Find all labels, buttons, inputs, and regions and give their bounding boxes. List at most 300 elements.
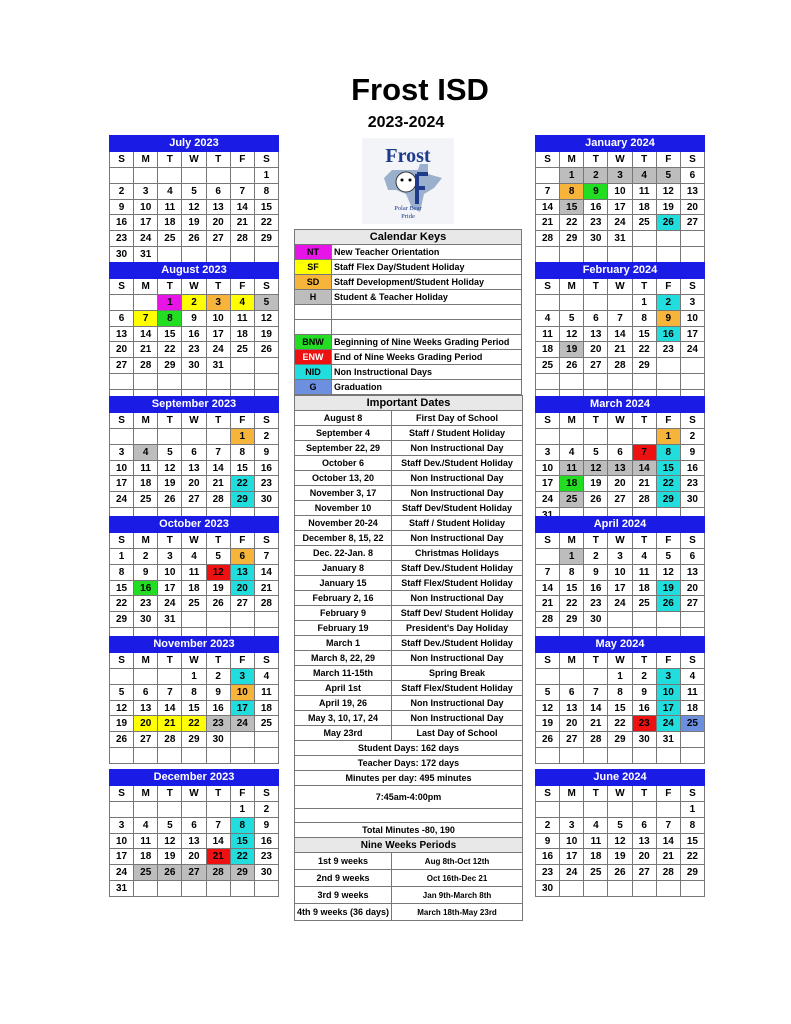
key-row	[295, 245, 522, 260]
day-cell: 9	[206, 684, 230, 700]
event-text: President's Day Holiday	[392, 621, 523, 636]
day-cell: 23	[536, 865, 560, 881]
week-row	[536, 732, 705, 748]
day-cell: 13	[632, 833, 656, 849]
important-date-row	[295, 636, 523, 651]
weekday-header: W	[182, 278, 206, 294]
week-row	[536, 668, 705, 684]
week-row	[110, 492, 279, 508]
day-cell: 28	[608, 358, 632, 374]
day-cell: 26	[560, 358, 584, 374]
weekday-header: S	[536, 151, 560, 167]
week-row	[536, 444, 705, 460]
school-hours: 7:45am-4:00pm	[295, 786, 523, 809]
week-row	[536, 564, 705, 580]
day-cell: 9	[134, 564, 158, 580]
weekday-header: S	[680, 412, 704, 428]
day-cell: 11	[230, 310, 254, 326]
day-cell: 5	[158, 817, 182, 833]
day-cell: 26	[182, 231, 206, 247]
event-text: Non Instructional Day	[392, 696, 523, 711]
day-cell: 9	[632, 684, 656, 700]
day-cell: 28	[206, 492, 230, 508]
day-cell: 1	[608, 668, 632, 684]
day-cell: 2	[536, 817, 560, 833]
day-cell: 22	[110, 596, 134, 612]
day-cell: 1	[560, 167, 584, 183]
day-cell: 11	[536, 326, 560, 342]
day-cell: 31	[656, 732, 680, 748]
event-text: Staff / Student Holiday	[392, 426, 523, 441]
day-cell: 5	[656, 548, 680, 564]
day-cell: 16	[536, 849, 560, 865]
week-row	[536, 476, 705, 492]
day-cell: 19	[536, 716, 560, 732]
day-cell	[632, 374, 656, 390]
day-cell: 15	[158, 326, 182, 342]
day-cell: 3	[680, 294, 704, 310]
weekday-header: S	[536, 532, 560, 548]
day-cell	[134, 167, 158, 183]
week-row	[110, 596, 279, 612]
day-cell	[584, 294, 608, 310]
day-cell	[182, 748, 206, 764]
weekday-header: S	[110, 652, 134, 668]
day-cell: 8	[608, 684, 632, 700]
week-row	[536, 310, 705, 326]
week-row	[536, 231, 705, 247]
day-cell: 22	[230, 476, 254, 492]
day-cell: 16	[134, 580, 158, 596]
day-cell	[656, 247, 680, 263]
day-cell	[254, 748, 278, 764]
day-cell	[608, 801, 632, 817]
day-cell: 28	[632, 492, 656, 508]
day-cell: 8	[230, 444, 254, 460]
weekday-header: S	[110, 532, 134, 548]
day-cell: 13	[680, 183, 704, 199]
week-row	[536, 881, 705, 897]
day-cell: 29	[158, 358, 182, 374]
week-row	[536, 849, 705, 865]
weekday-header: M	[560, 785, 584, 801]
day-cell	[254, 247, 278, 263]
weekday-header: T	[158, 412, 182, 428]
weekday-header: S	[254, 532, 278, 548]
key-label: Staff Development/Student Holiday	[332, 275, 522, 290]
day-cell: 22	[656, 476, 680, 492]
month-title: August 2023	[110, 263, 279, 279]
teacher-days: Teacher Days: 172 days	[295, 756, 523, 771]
week-row	[110, 183, 279, 199]
day-cell: 16	[632, 700, 656, 716]
day-cell: 1	[656, 428, 680, 444]
week-row	[536, 326, 705, 342]
week-row	[536, 612, 705, 628]
date-text: September 4	[295, 426, 392, 441]
period-name: 1st 9 weeks	[295, 853, 392, 870]
day-cell: 30	[182, 358, 206, 374]
key-code: NT	[295, 245, 332, 260]
week-row	[110, 580, 279, 596]
day-cell	[230, 374, 254, 390]
day-cell: 23	[680, 476, 704, 492]
weekday-header: T	[206, 151, 230, 167]
day-cell	[536, 801, 560, 817]
period-name: 2nd 9 weeks	[295, 870, 392, 887]
day-cell	[206, 801, 230, 817]
date-text: November 20-24	[295, 516, 392, 531]
day-cell: 6	[110, 310, 134, 326]
week-row	[536, 342, 705, 358]
weekday-header: M	[560, 532, 584, 548]
week-row	[536, 596, 705, 612]
day-cell: 30	[536, 881, 560, 897]
day-cell: 24	[110, 492, 134, 508]
day-cell: 20	[608, 476, 632, 492]
week-row	[536, 716, 705, 732]
event-text: Staff Dev./Student Holiday	[392, 456, 523, 471]
weekday-header: S	[110, 278, 134, 294]
day-cell: 14	[206, 460, 230, 476]
weekday-header: S	[110, 151, 134, 167]
day-cell	[536, 548, 560, 564]
day-cell: 21	[608, 342, 632, 358]
logo-line2: Pride	[401, 213, 415, 220]
day-cell: 5	[536, 684, 560, 700]
day-cell: 28	[134, 358, 158, 374]
day-cell: 21	[206, 849, 230, 865]
day-cell: 30	[134, 612, 158, 628]
week-row	[110, 700, 279, 716]
minutes-per-day: Minutes per day: 495 minutes	[295, 771, 523, 786]
day-cell: 8	[230, 817, 254, 833]
day-cell: 27	[134, 732, 158, 748]
day-cell	[632, 231, 656, 247]
weekday-header: W	[182, 652, 206, 668]
day-cell: 17	[560, 849, 584, 865]
day-cell	[632, 748, 656, 764]
day-cell	[110, 668, 134, 684]
day-cell: 10	[608, 564, 632, 580]
day-cell: 30	[584, 612, 608, 628]
week-row	[536, 167, 705, 183]
day-cell: 31	[134, 247, 158, 263]
day-cell: 30	[680, 492, 704, 508]
weekday-header: T	[632, 151, 656, 167]
day-cell: 8	[110, 564, 134, 580]
day-cell	[680, 231, 704, 247]
day-cell: 16	[680, 460, 704, 476]
day-cell: 1	[158, 294, 182, 310]
day-cell: 10	[206, 310, 230, 326]
day-cell: 29	[560, 612, 584, 628]
day-cell: 6	[182, 444, 206, 460]
frost-logo	[362, 138, 454, 224]
weekday-header: T	[632, 278, 656, 294]
week-row	[110, 817, 279, 833]
day-cell: 11	[632, 183, 656, 199]
day-cell: 4	[560, 444, 584, 460]
week-row	[110, 231, 279, 247]
day-cell: 18	[536, 342, 560, 358]
day-cell: 14	[584, 700, 608, 716]
day-cell: 8	[560, 564, 584, 580]
key-code: SD	[295, 275, 332, 290]
day-cell	[632, 247, 656, 263]
important-date-row	[295, 411, 523, 426]
day-cell: 3	[134, 183, 158, 199]
day-cell: 31	[110, 881, 134, 897]
day-cell	[680, 748, 704, 764]
day-cell: 28	[584, 732, 608, 748]
weekday-header: S	[680, 532, 704, 548]
day-cell: 17	[230, 700, 254, 716]
day-cell: 18	[134, 849, 158, 865]
day-cell: 19	[158, 476, 182, 492]
total-minutes: Total Minutes -80, 190	[295, 823, 523, 838]
day-cell: 13	[206, 199, 230, 215]
day-cell: 8	[680, 817, 704, 833]
day-cell: 15	[632, 326, 656, 342]
day-cell: 2	[254, 801, 278, 817]
day-cell: 9	[110, 199, 134, 215]
weekday-header: W	[182, 532, 206, 548]
day-cell: 30	[206, 732, 230, 748]
weekday-header: T	[158, 151, 182, 167]
week-row	[110, 199, 279, 215]
day-cell: 15	[560, 199, 584, 215]
day-cell: 14	[158, 700, 182, 716]
period-name: 4th 9 weeks (36 days)	[295, 904, 392, 921]
day-cell: 7	[608, 310, 632, 326]
day-cell: 10	[158, 564, 182, 580]
week-row	[110, 460, 279, 476]
month-title: January 2024	[536, 136, 705, 152]
day-cell: 8	[158, 310, 182, 326]
day-cell: 27	[680, 596, 704, 612]
key-label: New Teacher Orientation	[332, 245, 522, 260]
day-cell: 3	[110, 444, 134, 460]
important-title: Important Dates	[295, 396, 523, 411]
day-cell: 17	[656, 700, 680, 716]
weekday-header: S	[680, 652, 704, 668]
event-text: Non Instructional Day	[392, 711, 523, 726]
day-cell	[608, 881, 632, 897]
day-cell: 28	[536, 231, 560, 247]
day-cell	[536, 668, 560, 684]
day-cell	[206, 428, 230, 444]
key-label	[332, 320, 522, 335]
important-date-row	[295, 561, 523, 576]
day-cell: 24	[206, 342, 230, 358]
day-cell: 15	[608, 700, 632, 716]
day-cell: 21	[536, 215, 560, 231]
week-row	[536, 801, 705, 817]
day-cell	[608, 428, 632, 444]
day-cell: 5	[584, 444, 608, 460]
day-cell	[254, 358, 278, 374]
day-cell	[230, 748, 254, 764]
day-cell	[656, 801, 680, 817]
day-cell: 6	[560, 684, 584, 700]
day-cell: 20	[632, 849, 656, 865]
week-row	[536, 460, 705, 476]
key-code	[295, 305, 332, 320]
month-title: March 2024	[536, 397, 705, 413]
day-cell: 17	[680, 326, 704, 342]
day-cell: 20	[230, 580, 254, 596]
day-cell: 29	[230, 492, 254, 508]
day-cell	[254, 881, 278, 897]
day-cell	[608, 748, 632, 764]
day-cell: 1	[230, 801, 254, 817]
day-cell: 20	[182, 476, 206, 492]
event-text: Non Instructional Day	[392, 471, 523, 486]
day-cell: 13	[608, 460, 632, 476]
day-cell: 14	[536, 199, 560, 215]
important-date-row	[295, 456, 523, 471]
day-cell	[632, 612, 656, 628]
day-cell	[680, 374, 704, 390]
week-row	[110, 444, 279, 460]
day-cell: 22	[632, 342, 656, 358]
important-date-row	[295, 711, 523, 726]
day-cell: 5	[656, 167, 680, 183]
period-name: 3rd 9 weeks	[295, 887, 392, 904]
logo-line1: Polar Bear	[394, 205, 422, 212]
day-cell: 10	[110, 833, 134, 849]
key-code: ENW	[295, 350, 332, 365]
day-cell: 25	[560, 492, 584, 508]
weekday-header: F	[656, 412, 680, 428]
weekday-header: F	[230, 652, 254, 668]
day-cell: 15	[230, 833, 254, 849]
weekday-header: T	[632, 652, 656, 668]
weekday-header: W	[608, 652, 632, 668]
day-cell: 2	[584, 548, 608, 564]
day-cell: 29	[230, 865, 254, 881]
day-cell: 15	[182, 700, 206, 716]
day-cell	[134, 748, 158, 764]
day-cell: 13	[110, 326, 134, 342]
week-row	[110, 684, 279, 700]
day-cell: 21	[656, 849, 680, 865]
key-label: Non Instructional Days	[332, 365, 522, 380]
day-cell: 3	[158, 548, 182, 564]
day-cell	[206, 881, 230, 897]
day-cell: 4	[182, 548, 206, 564]
day-cell: 29	[680, 865, 704, 881]
day-cell	[560, 294, 584, 310]
day-cell	[158, 247, 182, 263]
date-text: January 15	[295, 576, 392, 591]
day-cell: 2	[182, 294, 206, 310]
day-cell	[134, 428, 158, 444]
month-calendar	[109, 769, 279, 897]
event-text: Staff Dev./Student Holiday	[392, 561, 523, 576]
day-cell: 20	[680, 199, 704, 215]
date-text: November 10	[295, 501, 392, 516]
day-cell: 21	[536, 596, 560, 612]
weekday-header: T	[158, 652, 182, 668]
weekday-header: F	[230, 412, 254, 428]
important-date-row	[295, 696, 523, 711]
weekday-header: M	[560, 151, 584, 167]
day-cell: 2	[206, 668, 230, 684]
weekday-header: T	[584, 412, 608, 428]
day-cell: 20	[206, 215, 230, 231]
day-cell	[158, 881, 182, 897]
day-cell	[680, 247, 704, 263]
day-cell: 10	[560, 833, 584, 849]
day-cell: 24	[110, 865, 134, 881]
day-cell	[254, 612, 278, 628]
date-text: September 22, 29	[295, 441, 392, 456]
day-cell	[656, 374, 680, 390]
day-cell	[656, 358, 680, 374]
day-cell	[584, 748, 608, 764]
day-cell: 25	[134, 492, 158, 508]
day-cell	[560, 748, 584, 764]
day-cell	[560, 881, 584, 897]
day-cell	[608, 247, 632, 263]
day-cell	[560, 374, 584, 390]
day-cell: 9	[254, 444, 278, 460]
grading-period-row	[295, 853, 523, 870]
day-cell: 17	[536, 476, 560, 492]
weekday-header: T	[206, 652, 230, 668]
month-calendar	[535, 516, 705, 644]
day-cell: 22	[608, 716, 632, 732]
day-cell: 13	[182, 460, 206, 476]
day-cell	[536, 428, 560, 444]
day-cell: 4	[680, 668, 704, 684]
day-cell: 28	[254, 596, 278, 612]
weekday-header: W	[608, 151, 632, 167]
weekday-header: F	[230, 278, 254, 294]
week-row	[110, 310, 279, 326]
day-cell: 25	[230, 342, 254, 358]
day-cell: 29	[182, 732, 206, 748]
day-cell: 21	[254, 580, 278, 596]
weekday-header: S	[680, 151, 704, 167]
day-cell	[254, 374, 278, 390]
month-title: December 2023	[110, 770, 279, 786]
week-row	[536, 548, 705, 564]
event-text: Non Instructional Day	[392, 441, 523, 456]
day-cell: 27	[680, 215, 704, 231]
day-cell: 15	[110, 580, 134, 596]
day-cell: 6	[632, 817, 656, 833]
weekday-header: T	[584, 652, 608, 668]
day-cell: 25	[584, 865, 608, 881]
day-cell	[656, 748, 680, 764]
day-cell: 28	[158, 732, 182, 748]
day-cell	[254, 732, 278, 748]
day-cell: 18	[632, 199, 656, 215]
day-cell: 2	[134, 548, 158, 564]
date-text: March 11-15th	[295, 666, 392, 681]
day-cell: 26	[110, 732, 134, 748]
day-cell: 22	[230, 849, 254, 865]
weekday-header: S	[110, 785, 134, 801]
day-cell	[632, 428, 656, 444]
spacer-row	[295, 809, 523, 823]
day-cell: 12	[182, 199, 206, 215]
day-cell: 27	[560, 732, 584, 748]
key-row	[295, 305, 522, 320]
